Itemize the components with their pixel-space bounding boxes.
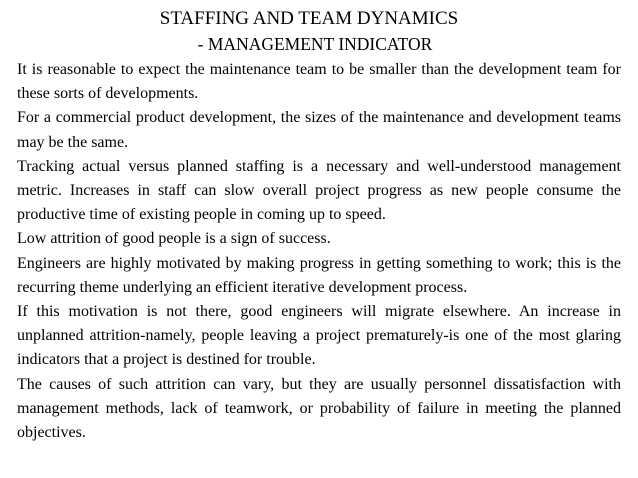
slide-subtitle: - MANAGEMENT INDICATOR — [197, 34, 433, 54]
paragraph-unplanned-attrition: If this motivation is not there, good engineers will migrate elsewhere. An increase in unplanned attrition-namely, people leaving a project prematurely-is one of the most glaring indicators that a project is destined for trouble. — [17, 303, 621, 369]
paragraph-staffing-metric: Tracking actual versus planned staffing is a necessary and well-understood management metric. Increases in staff can slow overall project progress as new people consume the productive time of existing people in coming up to speed. — [17, 157, 621, 224]
paragraph-commercial-development: For a commercial product development, the sizes of the maintenance and development teams may be the same. — [17, 109, 621, 151]
slide-title: STAFFING AND TEAM DYNAMICS — [159, 8, 459, 29]
paragraph-low-attrition: Low attrition of good people is a sign of success. — [17, 230, 331, 248]
paragraph-engineer-motivation: Engineers are highly motivated by making progress in getting something to work; this is the recurring theme underlying an efficient iterative development process. — [17, 254, 621, 296]
paragraph-attrition-causes: The causes of such attrition can vary, but they are usually personnel dissatisfaction with management methods, lack of teamwork, or probability of failure in meeting the planned objectives. — [17, 375, 621, 442]
paragraph-maintenance-team-size: It is reasonable to expect the maintenance team to be smaller than the development team for these sorts of developments. — [17, 61, 621, 103]
slide-body — [17, 58, 621, 445]
